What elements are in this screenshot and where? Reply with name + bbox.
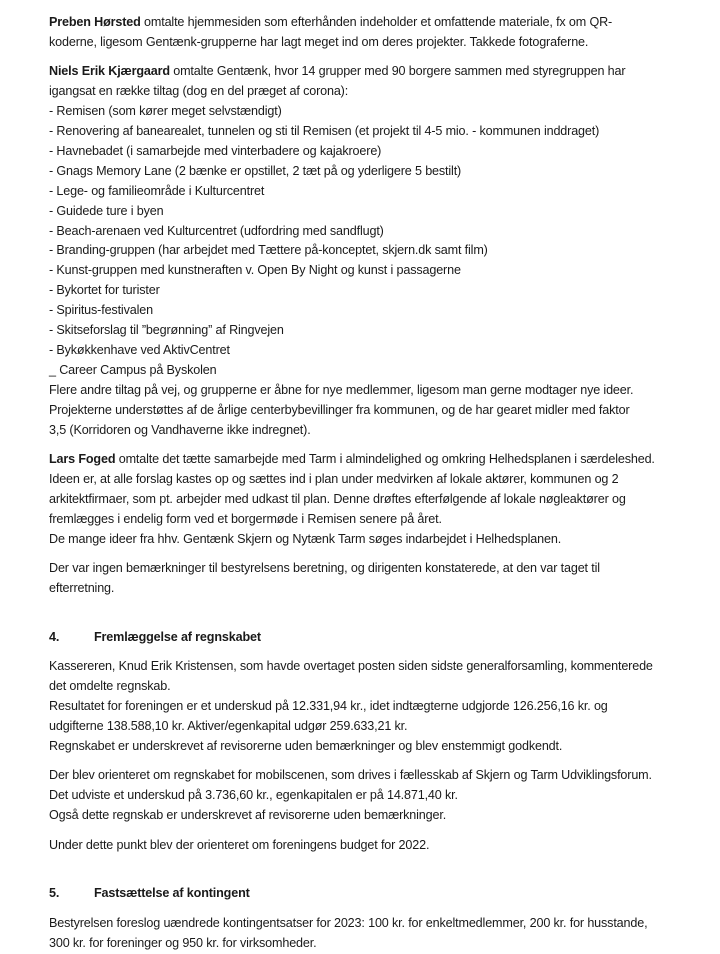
paragraph-lars	[49, 450, 709, 550]
spacer	[49, 648, 709, 658]
spacer	[49, 826, 709, 836]
paragraph-kontingent	[49, 914, 709, 954]
text-line: Under dette punkt blev der orienteret om foreningens budget for 2022.	[49, 837, 430, 852]
text-line: koderne, ligesom Gentænk-grupperne har lagt meget ind om deres projekter. Takkede fotograferne.	[49, 34, 589, 49]
section-title: Fastsættelse af kontingent	[94, 886, 250, 901]
list-item: - Renovering af banearealet, tunnelen og sti til Remisen (et projekt til 4-5 mio. - kommunen inddraget)	[49, 124, 600, 139]
text-line: Flere andre tiltag på vej, og grupperne er åbne for nye medlemmer, ligesom man gerne modtager nye ideer.	[49, 382, 634, 397]
section-5-heading	[49, 884, 709, 904]
text-span: omtalte det tætte samarbejde med Tarm i almindelighed og omkring Helhedsplanen i særdeleshed.	[115, 452, 655, 467]
section-4-heading	[49, 628, 709, 648]
text-line: arkitektfirmaer, som pt. arbejder med udkast til plan. Denne drøftes efterfølgende af lokale nøgleaktører og	[49, 491, 626, 506]
spacer	[49, 599, 709, 628]
text-line: Regnskabet er underskrevet af revisorerne uden bemærkninger og blev enstemmigt godkendt.	[49, 738, 563, 753]
text-line: Kassereren, Knud Erik Kristensen, som havde overtaget posten siden sidste generalforsamling, kommenterede	[49, 659, 653, 674]
speaker-name: Niels Erik Kjærgaard	[49, 64, 170, 79]
speaker-name: Lars Foged	[49, 452, 116, 467]
paragraph-beretning	[49, 559, 709, 599]
paragraph-preben	[49, 13, 709, 53]
text-line: Resultatet for foreningen er et underskud på 12.331,94 kr., idet indtægterne udgjorde 126.256,16 kr. og	[49, 699, 608, 714]
spacer	[49, 441, 709, 451]
document-page	[49, 13, 709, 954]
text-line	[49, 13, 709, 33]
section-number: 4.	[49, 629, 60, 644]
text-line: Projekterne understøttes af de årlige centerbybevillinger fra kommunen, og de har gearet midler med faktor	[49, 402, 630, 417]
speaker-name: Preben Hørsted	[49, 15, 141, 29]
text-line: Det udviste et underskud på 3.736,60 kr., egenkapitalen er på 14.871,40 kr.	[49, 788, 458, 803]
paragraph-niels	[49, 62, 709, 440]
text-line: Ideen er, at alle forslag kastes op og sættes ind i plan under medvirken af lokale aktører, kommunen og 2	[49, 471, 619, 486]
paragraph-mobilscene	[49, 766, 709, 826]
list-item: - Bykøkkenhave ved AktivCentret	[49, 343, 230, 357]
text-line: 300 kr. for foreninger og 950 kr. for virksomheder.	[49, 935, 317, 950]
text-line	[49, 62, 709, 82]
text-line: fremlægges i endelig form ved et borgermøde i Remisen senere på året.	[49, 511, 442, 526]
list-item: - Bykortet for turister	[49, 283, 160, 298]
list-item: _ Career Campus på Byskolen	[49, 362, 217, 377]
list-item: - Skitseforslag til ”begrønning” af Ringvejen	[49, 323, 284, 338]
text-span: omtalte Gentænk, hvor 14 grupper med 90 borgere sammen med styregruppen har	[169, 64, 626, 79]
section-title: Fremlæggelse af regnskabet	[94, 629, 261, 644]
section-number: 5.	[49, 886, 60, 901]
paragraph-budget	[49, 836, 709, 856]
text-line: 3,5 (Korridoren og Vandhaverne ikke indregnet).	[49, 422, 311, 437]
text-span: omtalte hjemmesiden som efterhånden indeholder et omfattende materiale, fx om QR-	[140, 15, 613, 29]
text-line: det omdelte regnskab.	[49, 679, 171, 694]
spacer	[49, 53, 709, 63]
text-line: efterretning.	[49, 580, 115, 595]
text-line: Bestyrelsen foreslog uændrede kontingentsatser for 2023: 100 kr. for enkeltmedlemmer, 200 kr. for husstande,	[49, 915, 648, 930]
list-item: - Remisen (som kører meget selvstændigt)	[49, 104, 282, 119]
text-line: igangsat en række tiltag (dog en del præget af corona):	[49, 84, 349, 99]
list-item: - Branding-gruppen (har arbejdet med Tættere på-konceptet, skjern.dk samt film)	[49, 243, 488, 258]
text-line: Der var ingen bemærkninger til bestyrelsens beretning, og dirigenten konstaterede, at den var taget til	[49, 561, 600, 576]
list-item: - Gnags Memory Lane (2 bænke er opstillet, 2 tæt på og yderligere 5 bestilt)	[49, 163, 462, 178]
spacer	[49, 757, 709, 767]
list-item: - Guidede ture i byen	[49, 203, 164, 218]
paragraph-regnskab	[49, 657, 709, 757]
text-line: Også dette regnskab er underskrevet af revisorerne uden bemærkninger.	[49, 808, 447, 823]
spacer	[49, 855, 709, 884]
text-line: udgifterne 138.588,10 kr. Aktiver/egenkapital udgør 259.633,21 kr.	[49, 719, 408, 733]
spacer	[49, 904, 709, 914]
list-item: - Kunst-gruppen med kunstneraften v. Open By Night og kunst i passagerne	[49, 263, 461, 278]
text-line: De mange ideer fra hhv. Gentænk Skjern og Nytænk Tarm søges indarbejdet i Helhedsplanen.	[49, 531, 562, 546]
text-line	[49, 450, 709, 470]
text-line: Der blev orienteret om regnskabet for mobilscenen, som drives i fællesskab af Skjern og Tarm Udviklingsforum.	[49, 768, 652, 783]
list-item: - Lege- og familieområde i Kulturcentret	[49, 183, 265, 198]
list-item: - Spiritus-festivalen	[49, 303, 153, 318]
list-item: - Beach-arenaen ved Kulturcentret (udfordring med sandflugt)	[49, 223, 384, 238]
initiatives-list	[49, 102, 709, 381]
list-item: - Havnebadet (i samarbejde med vinterbadere og kajakroere)	[49, 143, 382, 158]
spacer	[49, 550, 709, 560]
